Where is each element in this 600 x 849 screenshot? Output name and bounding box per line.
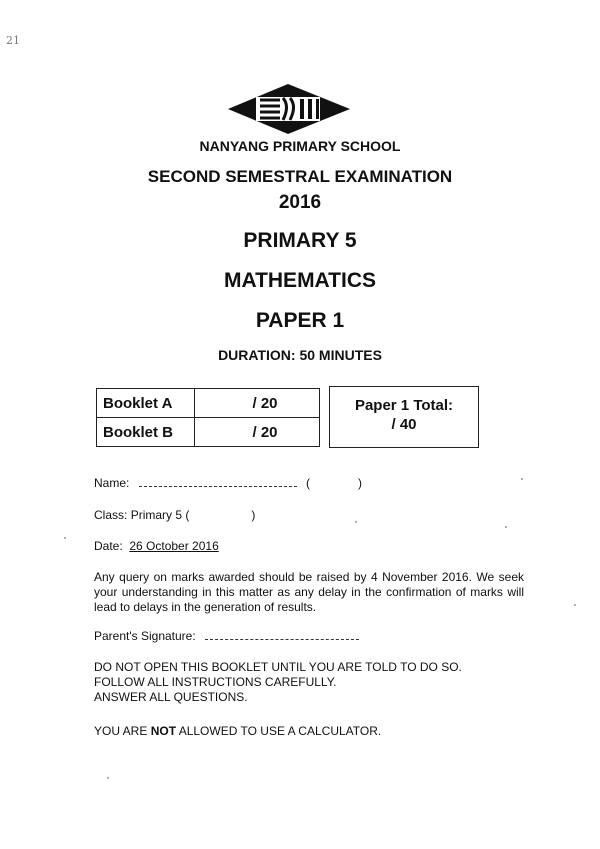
class-label: Class: bbox=[94, 508, 128, 522]
scan-speck bbox=[505, 526, 507, 528]
table-row bbox=[97, 389, 320, 418]
exam-title: SECOND SEMESTRAL EXAMINATION bbox=[147, 167, 453, 186]
scan-speck bbox=[521, 478, 523, 480]
index-paren-close: ) bbox=[358, 476, 363, 490]
instructions-block bbox=[94, 660, 462, 705]
calculator-notice-text: ALLOWED TO USE A CALCULATOR. bbox=[176, 724, 382, 738]
total-label: Paper 1 Total: bbox=[354, 397, 454, 414]
corner-handwritten-mark: 21 bbox=[6, 34, 20, 47]
instruction-line: FOLLOW ALL INSTRUCTIONS CAREFULLY. bbox=[94, 675, 337, 689]
table-row bbox=[97, 418, 320, 447]
calculator-notice-emphasis: NOT bbox=[150, 724, 177, 738]
instruction-line: DO NOT OPEN THIS BOOKLET UNTIL YOU ARE TOLD TO DO SO. bbox=[94, 660, 462, 674]
booklet-name: Booklet B bbox=[97, 418, 195, 447]
calculator-notice bbox=[94, 724, 381, 738]
name-label: Name: bbox=[94, 476, 130, 490]
class-field-row bbox=[94, 508, 255, 522]
booklet-score-table bbox=[96, 388, 320, 447]
subject-title: MATHEMATICS bbox=[223, 269, 377, 292]
instruction-line: ANSWER ALL QUESTIONS. bbox=[94, 690, 248, 704]
total-score: / 40 bbox=[391, 416, 417, 433]
exam-year: 2016 bbox=[278, 192, 322, 213]
booklet-score: / 20 bbox=[195, 418, 320, 447]
scan-speck bbox=[107, 777, 109, 779]
scan-speck bbox=[64, 537, 66, 539]
paper-title: PAPER 1 bbox=[255, 309, 345, 332]
scan-speck bbox=[574, 604, 576, 606]
date-value: 26 October 2016 bbox=[129, 539, 219, 553]
query-notice: Any query on marks awarded should be raised by 4 November 2016. We seek your understanding in this matter as any delay in the confirmation of marks will lead to delays in the generation of results. bbox=[94, 570, 524, 614]
school-name: NANYANG PRIMARY SCHOOL bbox=[199, 138, 401, 154]
signature-blank-line bbox=[205, 629, 359, 640]
booklet-score: / 20 bbox=[195, 389, 320, 418]
signature-row bbox=[94, 629, 365, 643]
class-value: Primary 5 ( bbox=[130, 508, 190, 522]
school-logo bbox=[228, 84, 350, 134]
name-field-row bbox=[94, 476, 362, 490]
duration-label: DURATION: 50 MINUTES bbox=[218, 347, 382, 363]
level-title: PRIMARY 5 bbox=[243, 229, 357, 252]
booklet-name: Booklet A bbox=[97, 389, 195, 418]
scan-speck bbox=[355, 521, 357, 523]
date-field-row bbox=[94, 539, 219, 553]
signature-label: Parent's Signature: bbox=[94, 629, 196, 643]
index-paren-open: ( bbox=[306, 476, 311, 490]
class-paren-close: ) bbox=[251, 508, 256, 522]
paper-total-box bbox=[329, 386, 479, 448]
date-label: Date: bbox=[94, 539, 123, 553]
name-blank-line bbox=[139, 476, 297, 487]
calculator-notice-text: YOU ARE bbox=[94, 724, 151, 738]
